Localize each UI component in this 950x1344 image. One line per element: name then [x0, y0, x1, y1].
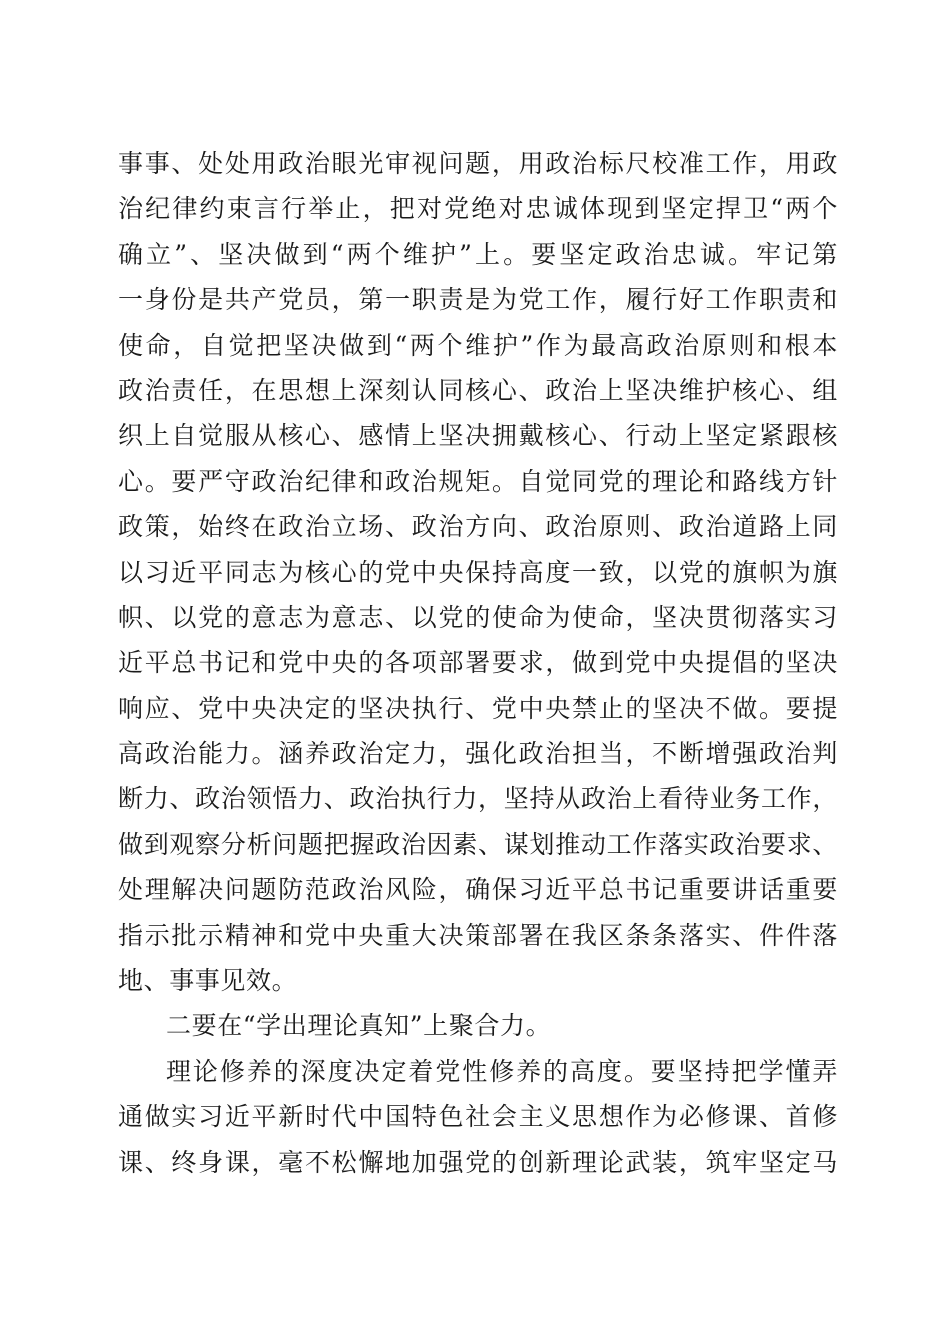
- text-line: 地、事事见效。: [118, 966, 298, 996]
- text-line: 确立”、坚决做到“两个维护”上。要坚定政治忠诚。牢记第: [118, 239, 838, 269]
- text-line: 响应、党中央决定的坚决执行、党中央禁止的坚决不做。要提: [118, 693, 838, 723]
- text-line: 政治责任，在思想上深刻认同核心、政治上坚决维护核心、组: [118, 375, 838, 405]
- text-line: 心。要严守政治纪律和政治规矩。自觉同党的理论和路线方针: [118, 466, 838, 496]
- text-line: 治纪律约束言行举止，把对党绝对忠诚体现到坚定捍卫“两个: [118, 194, 838, 224]
- text-line: 做到观察分析问题把握政治因素、谋划推动工作落实政治要求、: [118, 829, 838, 859]
- text-line: 近平总书记和党中央的各项部署要求，做到党中央提倡的坚决: [118, 648, 838, 678]
- section-heading: 二要在“学出理论真知”上聚合力。: [166, 1011, 552, 1041]
- text-line: 断力、政治领悟力、政治执行力，坚持从政治上看待业务工作，: [118, 784, 838, 814]
- text-line: 以习近平同志为核心的党中央保持高度一致，以党的旗帜为旗: [118, 557, 838, 587]
- text-line: 政策，始终在政治立场、政治方向、政治原则、政治道路上同: [118, 512, 838, 542]
- text-line: 高政治能力。涵养政治定力，强化政治担当，不断增强政治判: [118, 739, 838, 769]
- body-text: [118, 141, 838, 1185]
- text-line: 帜、以党的意志为意志、以党的使命为使命，坚决贯彻落实习: [118, 602, 838, 632]
- text-line: 使命，自觉把坚决做到“两个维护”作为最高政治原则和根本: [118, 330, 838, 360]
- text-line: 织上自觉服从核心、感情上坚决拥戴核心、行动上坚定紧跟核: [118, 421, 838, 451]
- text-line: 处理解决问题防范政治风险，确保习近平总书记重要讲话重要: [118, 875, 838, 905]
- text-line: 通做实习近平新时代中国特色社会主义思想作为必修课、首修: [118, 1102, 838, 1132]
- text-line: 事事、处处用政治眼光审视问题，用政治标尺校准工作，用政: [118, 149, 838, 178]
- text-line: 指示批示精神和党中央重大决策部署在我区条条落实、件件落: [118, 920, 838, 950]
- text-line: 课、终身课，毫不松懈地加强党的创新理论武装，筑牢坚定马: [118, 1147, 838, 1177]
- text-line: 一身份是共产党员，第一职责是为党工作，履行好工作职责和: [118, 285, 838, 315]
- text-line: 理论修养的深度决定着党性修养的高度。要坚持把学懂弄: [166, 1056, 838, 1086]
